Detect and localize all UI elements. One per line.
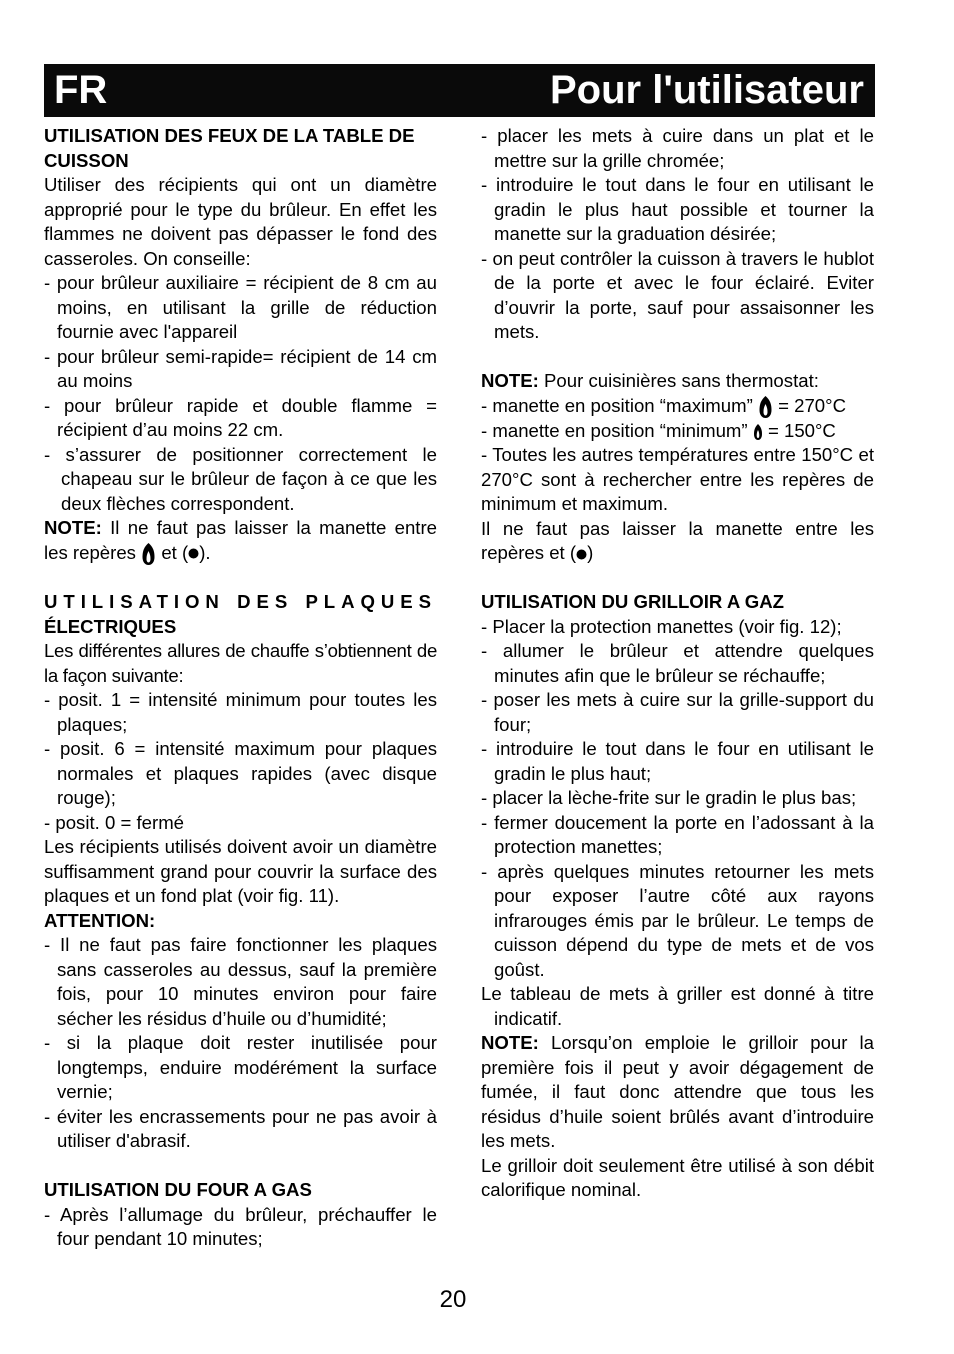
note-max-line: [481, 394, 874, 419]
flame-min-icon: [753, 423, 763, 441]
list-item: - posit. 6 = intensité maximum pour plaques normales et plaques rapides (avec disque rouge);: [44, 738, 437, 809]
note-text: - manette en position “maximum”: [481, 394, 758, 416]
page-header: [44, 64, 875, 117]
note-paragraph: [481, 517, 874, 566]
attention-label: ATTENTION:: [44, 909, 156, 931]
section-title-plates-2: ÉLECTRIQUES: [44, 615, 177, 637]
list-item: - Après l’allumage du brûleur, préchauffer le four pendant 10 minutes;: [44, 1203, 437, 1250]
note-label: NOTE:: [481, 370, 539, 391]
closed-dot-icon: [188, 548, 199, 559]
note-min-line: [481, 419, 874, 444]
list-item: - Placer la protection manettes (voir fig. 12);: [481, 615, 842, 637]
note-paragraph: [481, 1031, 874, 1154]
section-title-plates: UTILISATION DES PLAQUES: [44, 591, 437, 613]
list-item: - pour brûleur auxiliaire = récipient de 8 cm au moins, en utilisant la grille de réduction fournie avec l'appareil: [44, 272, 437, 342]
note-text: Pour cuisinières sans thermostat:: [538, 370, 819, 391]
page-title: Pour l'utilisateur: [549, 68, 864, 112]
paragraph: Le tableau de mets à griller est donné à titre indicatif.: [481, 983, 874, 1029]
closed-dot-icon: [576, 549, 587, 560]
note-text: et (: [156, 541, 189, 563]
list-item: - s’assurer de positionner correctement le chapeau sur le brûleur de façon à ce que les deux flèches correspondent.: [44, 443, 437, 514]
list-item: - fermer doucement la porte en l’adossant à la protection manettes;: [481, 811, 874, 858]
list-item: - posit. 1 = intensité minimum pour toutes les plaques;: [44, 689, 437, 735]
paragraph: Le grilloir doit seulement être utilisé à son débit calorifique nominal.: [481, 1154, 874, 1201]
note-text: ): [587, 542, 594, 564]
list-item: - pour brûleur rapide et double flamme = récipient d’au moins 22 cm.: [44, 394, 437, 440]
note-text: - manette en position “minimum”: [481, 419, 753, 441]
list-item: - si la plaque doit rester inutilisée pour longtemps, enduire modérément la surface vernie;: [44, 1032, 437, 1103]
list-item: - allumer le brûleur et attendre quelques minutes afin que le brûleur se réchauffe;: [481, 640, 874, 686]
note-text: Lorsqu’on emploie le grilloir pour la première fois il peut y avoir dégagement de fumée, il faut donc attendre que tous les résidus d’huile soient brûlés avant d’introduire les mets.: [481, 1032, 874, 1152]
right-column: [481, 124, 874, 1203]
paragraph: Les récipients utilisés doivent avoir un diamètre suffisamment grand pour couvrir la surface des plaques et un fond plat (voir fig. 11).: [44, 836, 437, 907]
note-label: NOTE:: [44, 517, 102, 538]
note-text: = 270°C: [772, 394, 847, 416]
list-item: - placer les mets à cuire dans un plat et le mettre sur la grille chromée;: [481, 125, 874, 171]
list-item: - Il ne faut pas faire fonctionner les plaques sans casseroles au dessus, sauf la première fois, pour 10 minutes environ pour faire sécher les résidus d’huile ou d’humidité;: [44, 934, 437, 1029]
note-text: Il ne faut pas laisser la manette entre les repères et (: [481, 517, 874, 564]
list-item: - placer la lèche-frite sur le gradin le plus bas;: [481, 787, 857, 809]
list-item: - après quelques minutes retourner les mets pour exposer l’autre côté aux rayons infrarouges émis par le brûleur. Le temps de cuisson dépend du type de mets et de vos goûst.: [481, 860, 874, 980]
note-label: NOTE:: [481, 1032, 539, 1054]
note-text: = 150°C: [762, 419, 836, 441]
note-paragraph: [44, 516, 437, 566]
list-item: - introduire le tout dans le four en utilisant le gradin le plus haut;: [481, 738, 874, 784]
list-item: - posit. 0 = fermé: [44, 811, 185, 833]
note-paragraph: [481, 369, 874, 394]
list-item: - on peut contrôler la cuisson à travers le hublot de la porte et avec le four éclairé. Eviter d’ouvrir la porte, sauf pour assaisonner les mets.: [481, 247, 874, 342]
list-item: - pour brûleur semi-rapide= récipient de 14 cm au moins: [44, 345, 437, 391]
paragraph: - Toutes les autres températures entre 150°C et 270°C sont à rechercher entre les repères de minimum et maximum.: [481, 444, 874, 515]
note-text: ).: [199, 541, 211, 563]
section-title-gas-grill: UTILISATION DU GRILLOIR A GAZ: [481, 591, 784, 613]
note-text: Il ne faut pas laisser la manette entre les repères: [44, 517, 437, 563]
section-title-burners: UTILISATION DES FEUX DE LA TABLE DE CUISSON: [44, 125, 415, 171]
flame-max-icon: [141, 542, 156, 566]
language-code: FR: [54, 68, 108, 112]
page-number: 20: [439, 1286, 467, 1313]
left-column: [44, 124, 437, 1252]
list-item: - éviter les encrassements pour ne pas avoir à utiliser d'abrasif.: [44, 1105, 437, 1152]
paragraph: Les différentes allures de chauffe s’obtiennent de la façon suivante:: [44, 640, 437, 686]
paragraph: Utiliser des récipients qui ont un diamètre approprié pour le type du brûleur. En effet les flammes ne doivent pas dépasser le fond des casseroles. On conseille:: [44, 174, 437, 269]
list-item: - poser les mets à cuire sur la grille-support du four;: [481, 689, 874, 735]
flame-max-icon: [758, 395, 773, 419]
list-item: - introduire le tout dans le four en utilisant le gradin le plus haut possible et tourner la manette sur la graduation désirée;: [481, 174, 874, 244]
section-title-gas-oven: UTILISATION DU FOUR A GAS: [44, 1179, 312, 1201]
